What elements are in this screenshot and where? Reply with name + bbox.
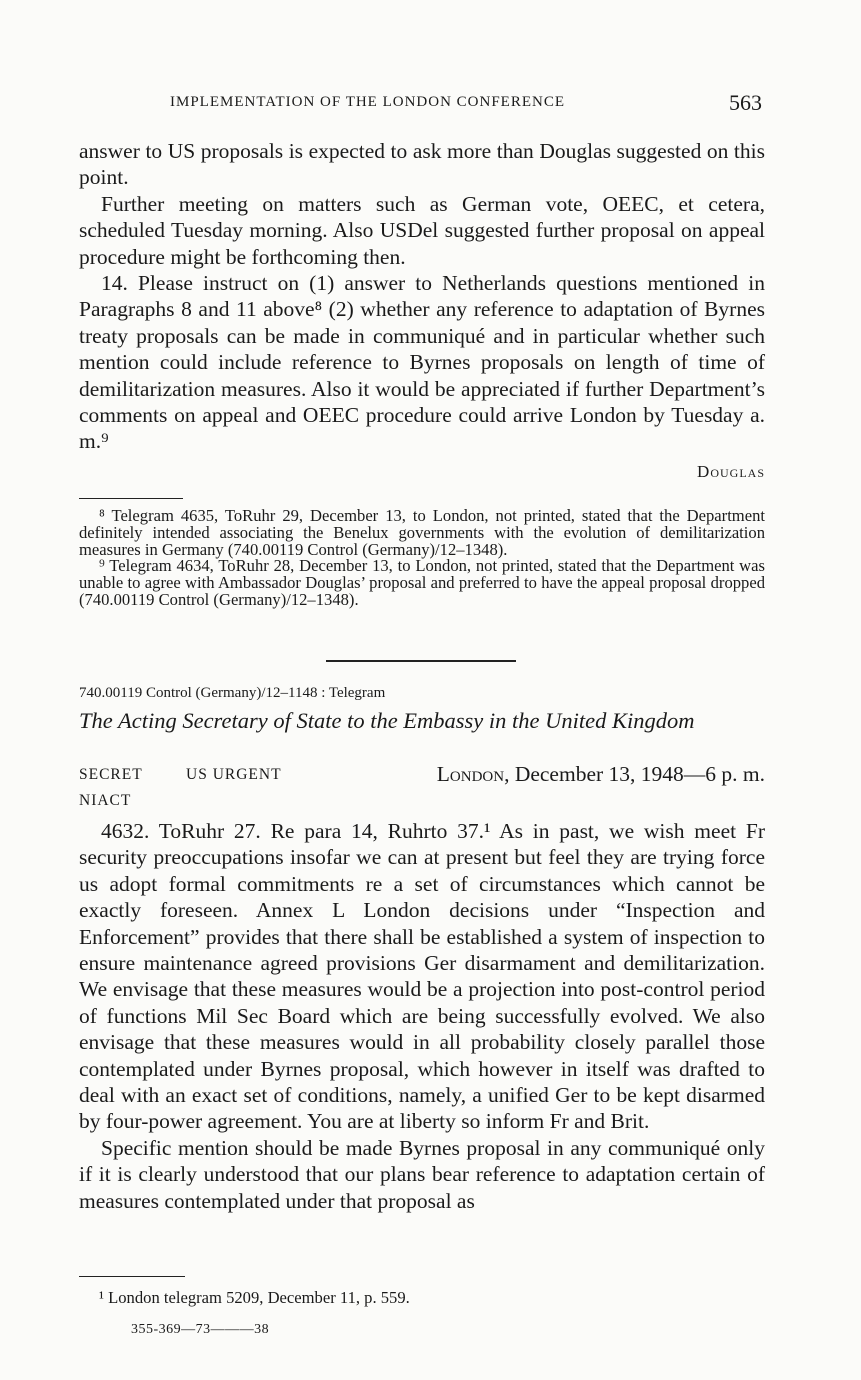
page-number: 563 [729, 90, 762, 115]
dateline [437, 762, 765, 787]
footnote-divider-top [79, 498, 183, 499]
footnote-divider-bottom [79, 1276, 185, 1277]
classification-label: SECRET [79, 766, 143, 783]
print-code: 355-369—73———38 [131, 1322, 270, 1337]
telegram-body [79, 818, 765, 1214]
document-heading: The Acting Secretary of State to the Embassy in the United Kingdom [79, 708, 695, 733]
top-body-text [79, 138, 765, 455]
paragraph-continuation: answer to US proposals is expected to ask more than Douglas suggested on this point. [79, 139, 765, 190]
dateline-place: London [436, 762, 505, 786]
dateline-date: , December 13, 1948—6 p. m. [504, 762, 765, 786]
footnote-1: ¹ London telegram 5209, December 11, p. 559. [99, 1288, 410, 1307]
paragraph-4632: 4632. ToRuhr 27. Re para 14, Ruhrto 37.¹ As in past, we wish meet Fr security preoccupations insofar we can at present but feel they are trying force us adopt formal commitments re a set of circumstances which cannot be exactly foreseen. Annex L London decisions under “Inspection and Enforcement” provides that there shall be established a system of inspection to ensure maintenance agreed provisions Ger disarmament and demilitarization. We envisage that these measures would be a projection into post-control period of functions Mil Sec Board which are being successfully evolved. We also envisage that these measures would in all probability closely parallel those contemplated under Byrnes proposal, which however in itself was drafted to deal with an exact set of conditions, namely, a unified Ger to be kept disarmed by four-power agreement. You are at liberty so inform Fr and Brit. [79, 819, 765, 1134]
handling-label: NIACT [79, 792, 132, 809]
priority-label: US URGENT [186, 766, 282, 783]
footnotes-bottom [79, 1290, 765, 1307]
footnote-9: ⁹ Telegram 4634, ToRuhr 28, December 13, to London, not printed, stated that the Department was unable to agree with Ambassador Douglas’ proposal and preferred to have the appeal proposal dropped (740.00119 Control (Germany)/12–1348). [79, 556, 765, 609]
paragraph-14: 14. Please instruct on (1) answer to Netherlands questions mentioned in Paragraphs 8 and 11 above⁸ (2) whether any reference to adaptation of Byrnes treaty proposals can be made in communiqué and in particular whether such mention could include reference to Byrnes proposals on length of time of demilitarization measures. Also it would be appreciated if further Department’s comments on appeal and OEEC procedure could arrive London by Tuesday a. m.⁹ [79, 271, 765, 454]
footnote-8: ⁸ Telegram 4635, ToRuhr 29, December 13, to London, not printed, stated that the Department definitely intended associating the Benelux governments with the evolution of demilitarization measures in Germany (740.00119 Control (Germany)/12–1348). [79, 506, 765, 559]
paragraph-specific-mention: Specific mention should be made Byrnes proposal in any communiqué only if it is clearly understood that our plans bear reference to adaptation certain of measures contemplated under that proposal as [79, 1135, 765, 1213]
section-divider [326, 660, 516, 662]
signature: Douglas [697, 462, 765, 481]
running-title: IMPLEMENTATION OF THE LONDON CONFERENCE [170, 94, 566, 110]
page-header [170, 90, 770, 120]
telegram-meta [79, 762, 765, 788]
file-reference: 740.00119 Control (Germany)/12–1148 : Telegram [79, 685, 386, 701]
paragraph-further-meeting: Further meeting on matters such as German vote, OEEC, et cetera, scheduled Tuesday morning. Also USDel suggested further proposal on appeal procedure might be forthcoming then. [79, 191, 765, 269]
footnotes-top [79, 508, 765, 609]
